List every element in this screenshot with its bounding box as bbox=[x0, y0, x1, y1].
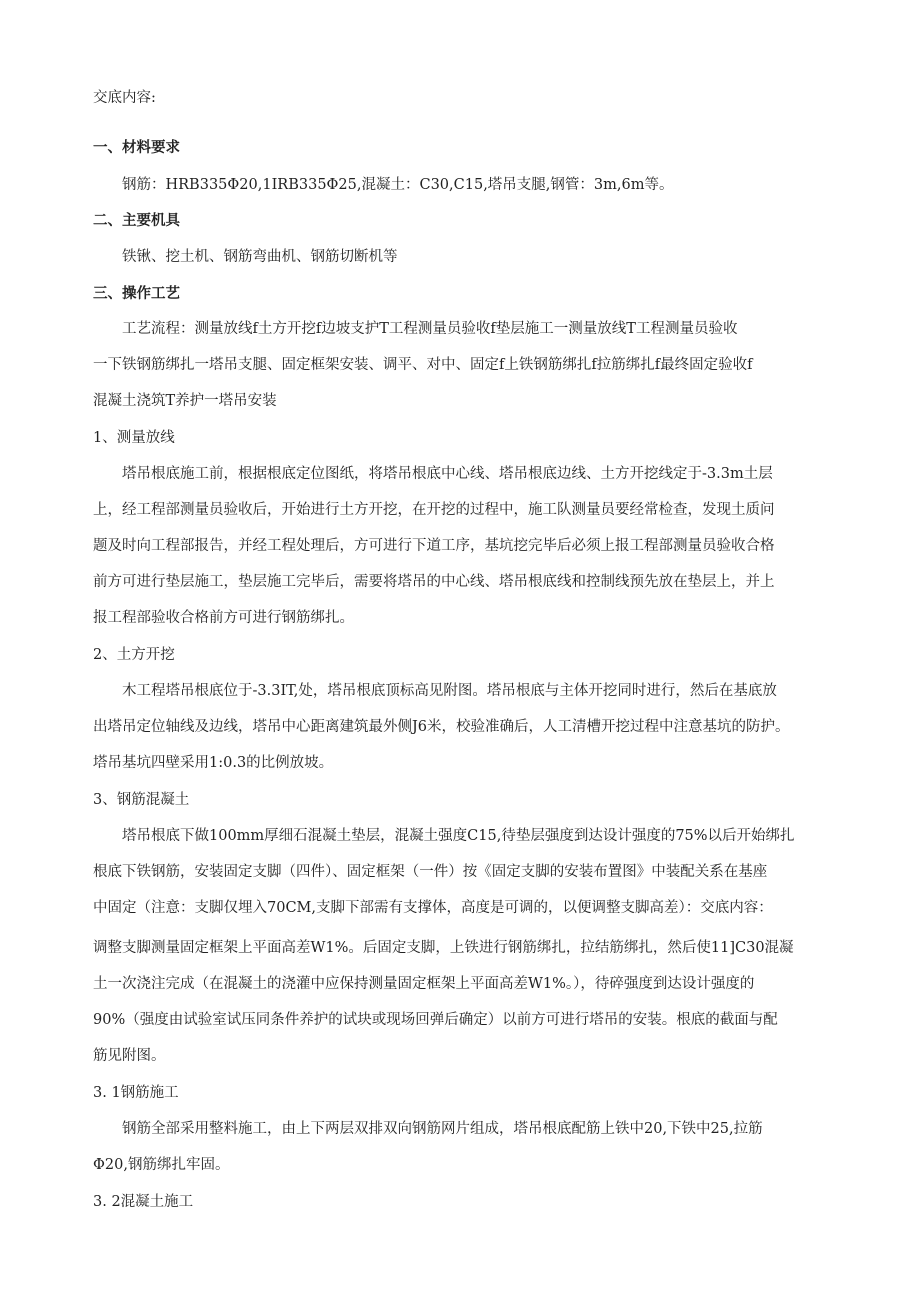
subsection-title-earthwork: 2、土方开挖 bbox=[93, 647, 175, 663]
paragraph-line: 筋见附图。 bbox=[93, 1048, 166, 1064]
paragraph-line: 根底下铁钢筋，安装固定支脚（四件）、固定框架（一件）按《固定支脚的安装布置图》中装配关系在基座 bbox=[93, 864, 768, 880]
section-text-materials: 钢筋：HRB335Φ20,1IRB335Φ25,混凝土：C30,C15,塔吊支腿,钢管：3m,6m等。 bbox=[122, 177, 674, 193]
subsection-title-concrete: 3、钢筋混凝土 bbox=[93, 792, 190, 808]
paragraph-line: 调整支脚测量固定框架上平面高差W1%。后固定支脚，上铁进行钢筋绑扎，拉结筋绑扎，然后使11]C30混凝 bbox=[93, 940, 794, 956]
paragraph-line: Φ20,钢筋绑扎牢固。 bbox=[93, 1157, 230, 1173]
section-title-process: 三、操作工艺 bbox=[93, 286, 180, 302]
subsection-title-concrete-work: 3. 2混凝土施工 bbox=[93, 1194, 194, 1210]
flow-line: 工艺流程：测量放线f土方开挖f边坡支护T工程测量员验收f垫层施工一测量放线T工程测量员验收 bbox=[122, 321, 738, 337]
section-text-tools: 铁锹、挖土机、钢筋弯曲机、钢筋切断机等 bbox=[122, 249, 398, 265]
paragraph-line: 土一次浇注完成（在混凝土的浇灌中应保持测量固定框架上平面高差W1%。），待碎强度到达设计强度的 bbox=[93, 976, 755, 992]
paragraph-line: 报工程部验收合格前方可进行钢筋绑扎。 bbox=[93, 610, 354, 626]
paragraph-line: 前方可进行垫层施工，垫层施工完毕后，需要将塔吊的中心线、塔吊根底线和控制线预先放在垫层上，并上 bbox=[93, 574, 775, 590]
paragraph-line: 题及时向工程部报告，并经工程处理后，方可进行下道工序，基坑挖完毕后必须上报工程部测量员验收合格 bbox=[93, 538, 775, 554]
subsection-title-survey: 1、测量放线 bbox=[93, 430, 175, 446]
subsection-title-rebar: 3. 1钢筋施工 bbox=[93, 1085, 179, 1101]
paragraph-line: 中固定（注意：支脚仅埋入70CM,支脚下部需有支撑体，高度是可调的，以便调整支脚高差）：交底内容： bbox=[93, 900, 773, 916]
paragraph-line: 上，经工程部测量员验收后，开始进行土方开挖，在开挖的过程中，施工队测量员要经常检查，发现土质问 bbox=[93, 502, 775, 518]
flow-line: 混凝土浇筑T养护一塔吊安装 bbox=[93, 393, 277, 409]
paragraph-line: 90%（强度由试验室试压同条件养护的试块或现场回弹后确定）以前方可进行塔吊的安装。根底的截面与配 bbox=[93, 1012, 778, 1028]
intro-label: 交底内容: bbox=[93, 90, 156, 106]
paragraph-line: 钢筋全部采用整料施工，由上下两层双排双向钢筋网片组成，塔吊根底配筋上铁中20,下铁中25,拉筋 bbox=[122, 1121, 763, 1137]
paragraph-line: 出塔吊定位轴线及边线，塔吊中心距离建筑最外侧J6米，校验准确后，人工清槽开挖过程中注意基坑的防护。 bbox=[93, 719, 790, 735]
section-title-materials: 一、材料要求 bbox=[93, 140, 180, 156]
flow-line: 一下铁钢筋绑扎一塔吊支腿、固定框架安装、调平、对中、固定f上铁钢筋绑扎f拉筋绑扎f最终固定验收f bbox=[93, 357, 753, 373]
section-title-tools: 二、主要机具 bbox=[93, 213, 180, 229]
paragraph-line: 木工程塔吊根底位于-3.3IT,处，塔吊根底顶标高见附图。塔吊根底与主体开挖同时进行，然后在基底放 bbox=[122, 683, 777, 699]
paragraph-line: 塔吊根底下做100mm厚细石混凝土垫层，混凝土强度C15,待垫层强度到达设计强度的75%以后开始绑扎 bbox=[122, 828, 795, 844]
paragraph-line: 塔吊基坑四壁采用1:0.3的比例放坡。 bbox=[93, 755, 334, 771]
paragraph-line: 塔吊根底施工前，根据根底定位图纸，将塔吊根底中心线、塔吊根底边线、土方开挖线定于-3.3m土层 bbox=[122, 466, 773, 482]
